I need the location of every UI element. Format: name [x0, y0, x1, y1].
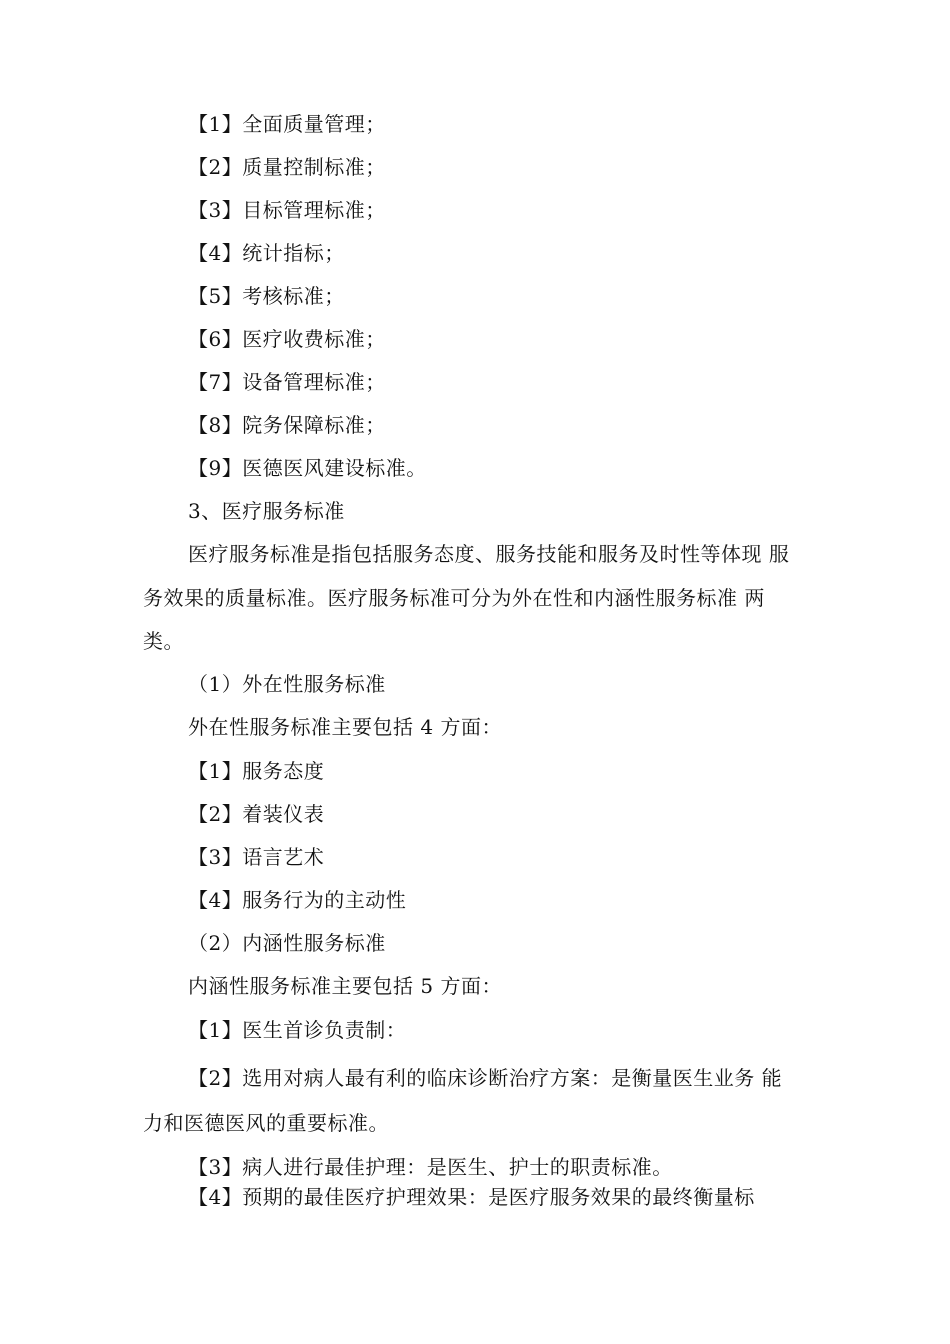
section-heading: 3、医疗服务标准 [188, 499, 345, 523]
paragraph-line: 外在性服务标准主要包括 4 方面： [188, 715, 502, 739]
list-item: 【4】服务行为的主动性 [188, 888, 407, 912]
paragraph-line: 力和医德医风的重要标准。 [143, 1111, 389, 1135]
list-item: 【3】目标管理标准； [188, 198, 386, 222]
list-item: 【9】医德医风建设标准。 [188, 456, 427, 480]
paragraph-line: 内涵性服务标准主要包括 5 方面： [188, 974, 502, 998]
list-item: 【1】服务态度 [188, 759, 325, 783]
list-item: 【2】选用对病人最有利的临床诊断治疗方案：是衡量医生业务 能 [188, 1066, 783, 1090]
list-item: 【6】医疗收费标准； [188, 327, 386, 351]
list-item: 【4】统计指标； [188, 241, 345, 265]
list-item: 【8】院务保障标准； [188, 413, 386, 437]
subsection-heading: （2）内涵性服务标准 [188, 931, 386, 955]
list-item: 【4】预期的最佳医疗护理效果：是医疗服务效果的最终衡量标 [188, 1185, 755, 1209]
list-item: 【3】病人进行最佳护理：是医生、护士的职责标准。 [188, 1155, 673, 1179]
list-item: 【5】考核标准； [188, 284, 345, 308]
paragraph-line: 医疗服务标准是指包括服务态度、服务技能和服务及时性等体现 服 [188, 542, 790, 566]
paragraph-line: 务效果的质量标准。医疗服务标准可分为外在性和内涵性服务标准 两 [143, 586, 765, 610]
list-item: 【1】全面质量管理； [188, 112, 386, 136]
list-item: 【7】设备管理标准； [188, 370, 386, 394]
list-item: 【2】质量控制标准； [188, 155, 386, 179]
paragraph-line: 类。 [143, 629, 184, 653]
list-item: 【1】医生首诊负责制： [188, 1018, 407, 1042]
list-item: 【3】语言艺术 [188, 845, 325, 869]
subsection-heading: （1）外在性服务标准 [188, 672, 386, 696]
list-item: 【2】着装仪表 [188, 802, 325, 826]
